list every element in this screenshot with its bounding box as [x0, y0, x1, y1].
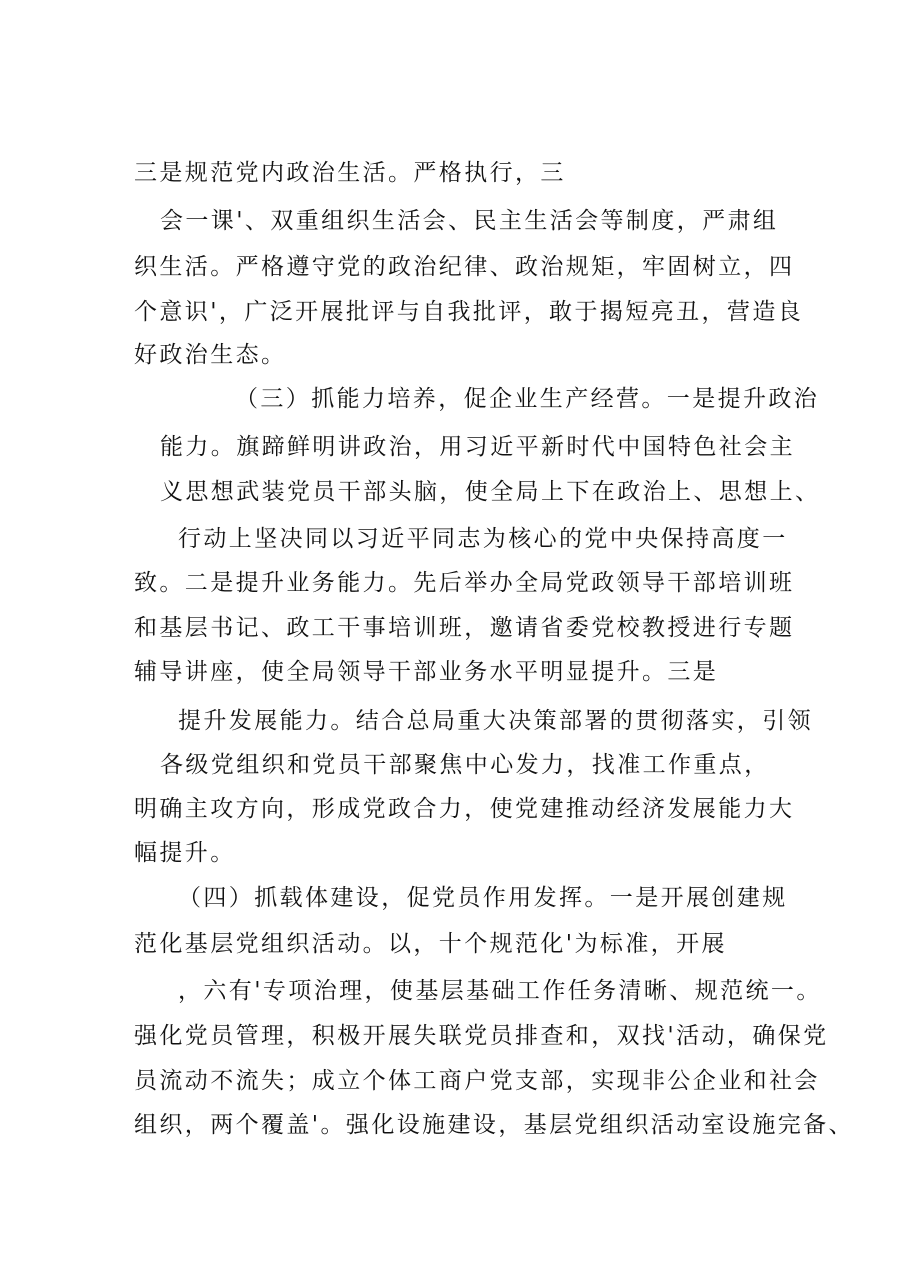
text-line-1: 三是规范党内政治生活。严格执行，三 [134, 160, 566, 186]
text-line-12: 辅导讲座，使全局领导干部业务水平明显提升。三是 [134, 659, 719, 685]
text-line-21: 员流动不流失；成立个体工商户党支部，实现非公企业和社会 [134, 1068, 820, 1094]
text-line-19: ，六有'专项治理，使基层基础工作任务清晰、规范统一。 [178, 978, 822, 1004]
text-line-9: 行动上坚决同以习近平同志为核心的党中央保持高度一 [178, 526, 788, 552]
text-line-2: 会一课'、双重组织生活会、民主生活会等制度，严肃组 [160, 208, 779, 234]
text-line-18: 范化基层党组织活动。以，十个规范化'为标准，开展 [134, 931, 727, 957]
text-line-14: 各级党组织和党员干部聚焦中心发力，找准工作重点， [160, 752, 770, 778]
text-line-16: 幅提升。 [134, 840, 236, 866]
section-heading-4: （四）抓载体建设，促党员作用发挥。一是开展创建规 [178, 885, 788, 911]
text-line-10: 致。二是提升业务能力。先后举办全局党政领导干部培训班 [134, 570, 795, 596]
text-line-11: 和基层书记、政工干事培训班，邀请省委党校教授进行专题 [134, 615, 795, 641]
text-line-13: 提升发展能力。结合总局重大决策部署的贯彻落实，引领 [178, 708, 813, 734]
text-line-5: 好政治生态。 [134, 342, 287, 368]
text-line-8: 义思想武装党员干部头脑，使全局上下在政治上、思想上、 [160, 479, 821, 505]
section-heading-3: （三）抓能力培养，促企业生产经营。一是提升政治 [235, 386, 820, 412]
text-line-7: 能力。旗蹄鲜明讲政治，用习近平新时代中国特色社会主 [160, 434, 795, 460]
text-line-4: 个意识'，广泛开展批评与自我批评，敢于揭短亮丑，营造良 [134, 299, 804, 325]
text-line-20: 强化党员管理，积极开展失联党员排查和，双找'活动，确保党 [134, 1023, 829, 1049]
text-line-3: 织生活。严格遵守党的政治纪律、政治规矩，牢固树立，四 [134, 254, 795, 280]
text-line-15: 明确主攻方向，形成党政合力，使党建推动经济发展能力大 [134, 796, 795, 822]
text-line-22: 组织，两个覆盖'。强化设施建设，基层党组织活动室设施完备、 [134, 1112, 854, 1138]
